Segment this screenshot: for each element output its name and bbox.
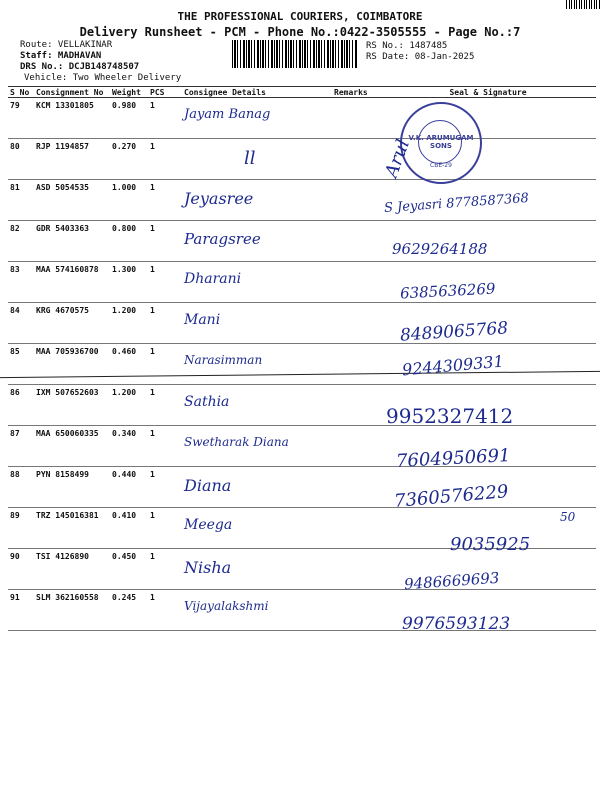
cell-pcs: 1: [148, 303, 182, 344]
company-title: THE PROFESSIONAL COURIERS, COIMBATORE: [177, 10, 423, 23]
cell-remarks: [332, 549, 380, 590]
consignee-handwriting: Dharani: [184, 271, 242, 287]
consignee-handwriting: Nisha: [184, 558, 232, 577]
cell-sno: 90: [8, 549, 34, 590]
cell-consignee: [182, 426, 332, 467]
consignee-handwriting: Vijayalakshmi: [184, 599, 269, 613]
staff-label: Staff: MADHAVAN: [20, 51, 102, 61]
cell-consignee: [182, 590, 332, 631]
runsheet-barcode: [232, 40, 357, 68]
cell-consignee: [182, 385, 332, 426]
cell-consignment: TSI 4126890: [34, 549, 110, 590]
cell-remarks: [332, 467, 380, 508]
cell-consignee: [182, 139, 332, 180]
cell-consignment: RJP 1194857: [34, 139, 110, 180]
cell-remarks: [332, 262, 380, 303]
cell-weight: 0.800: [110, 221, 148, 262]
cell-consignee: [182, 467, 332, 508]
consignee-handwriting: Narasimman: [184, 353, 263, 367]
consignee-handwriting: Meega: [184, 517, 233, 533]
col-remarks: Remarks: [332, 87, 380, 98]
runsheet-title: Delivery Runsheet - PCM - Phone No.:0422-3505555 - Page No.:7: [79, 25, 521, 39]
cell-weight: 0.460: [110, 344, 148, 385]
col-pcs: PCS: [148, 87, 182, 98]
cell-remarks: [332, 180, 380, 221]
cell-weight: 1.000: [110, 180, 148, 221]
signature-81: S Jeyasri 8778587368: [383, 190, 530, 217]
cell-weight: 0.340: [110, 426, 148, 467]
cell-consignee: [182, 180, 332, 221]
cell-consignee: [182, 549, 332, 590]
cell-consignment: KCM 13301805: [34, 98, 110, 139]
consignee-handwriting: Jeyasree: [184, 189, 254, 208]
consignee-handwriting: Swetharak Diana: [184, 435, 289, 449]
cell-remarks: [332, 385, 380, 426]
table-row: [8, 344, 596, 385]
cell-sno: 79: [8, 98, 34, 139]
cell-consignment: MAA 705936700: [34, 344, 110, 385]
table-row: [8, 139, 596, 180]
cell-pcs: 1: [148, 344, 182, 385]
corner-barcode: [566, 0, 600, 9]
stamp-text: V.K. ARUMUGAM SONS: [408, 134, 474, 150]
cell-consignee: [182, 303, 332, 344]
signature-86: 9952327412: [386, 404, 514, 428]
cell-pcs: 1: [148, 98, 182, 139]
signature-79: Arul: [380, 136, 415, 181]
cell-consignment: GDR 5403363: [34, 221, 110, 262]
cell-pcs: 1: [148, 467, 182, 508]
cell-pcs: 1: [148, 221, 182, 262]
stamp-code: CBE-29: [430, 162, 452, 169]
cell-pcs: 1: [148, 426, 182, 467]
consignee-handwriting: Jayam Banag: [184, 107, 271, 122]
cell-pcs: 1: [148, 385, 182, 426]
cell-pcs: 1: [148, 508, 182, 549]
signature-90: 9035925: [450, 534, 531, 555]
consignee-handwriting: Mani: [184, 312, 221, 328]
route-label: Route: VELLAKINAR: [20, 40, 113, 50]
cell-weight: 1.200: [110, 385, 148, 426]
signature-91a: 9486669693: [403, 568, 500, 594]
col-sno: S No: [8, 87, 34, 98]
consignee-handwriting: Paragsree: [184, 230, 261, 248]
table-row: [8, 262, 596, 303]
rs-number: RS No.: 1487485: [366, 41, 448, 51]
cell-sno: 81: [8, 180, 34, 221]
cell-consignee: [182, 508, 332, 549]
cell-remarks: [332, 426, 380, 467]
cell-consignee: [182, 262, 332, 303]
consignee-handwriting: ll: [244, 148, 256, 169]
signature-89: 50: [560, 510, 576, 524]
signature-82: 9629264188: [392, 240, 488, 258]
cell-remarks: [332, 98, 380, 139]
cell-remarks: [332, 221, 380, 262]
cell-pcs: 1: [148, 590, 182, 631]
cell-consignment: PYN 8158499: [34, 467, 110, 508]
cell-weight: 1.200: [110, 303, 148, 344]
cell-weight: 1.300: [110, 262, 148, 303]
cell-sno: 80: [8, 139, 34, 180]
cell-weight: 0.440: [110, 467, 148, 508]
signature-88: 7360576229: [393, 481, 510, 512]
cell-pcs: 1: [148, 262, 182, 303]
cell-sno: 88: [8, 467, 34, 508]
cell-consignment: KRG 4670575: [34, 303, 110, 344]
vehicle-label: Vehicle: Two Wheeler Delivery: [24, 73, 182, 83]
cell-consignment: MAA 574160878: [34, 262, 110, 303]
cell-consignment: IXM 507652603: [34, 385, 110, 426]
signature-83: 6385636269: [399, 279, 496, 303]
cell-remarks: [332, 139, 380, 180]
cell-consignment: SLM 362160558: [34, 590, 110, 631]
cell-sno: 87: [8, 426, 34, 467]
cell-remarks: [332, 344, 380, 385]
cell-sno: 86: [8, 385, 34, 426]
cell-remarks: [332, 303, 380, 344]
signature-87: 7604950691: [395, 445, 512, 472]
cell-consignment: TRZ 145016381: [34, 508, 110, 549]
signature-91b: 9976593123: [402, 614, 511, 634]
cell-sno: 82: [8, 221, 34, 262]
cell-weight: 0.270: [110, 139, 148, 180]
cell-pcs: 1: [148, 139, 182, 180]
table-header: [8, 87, 596, 98]
cell-sno: 83: [8, 262, 34, 303]
cell-remarks: [332, 590, 380, 631]
col-weight: Weight: [110, 87, 148, 98]
signature-84: 8489065768: [399, 318, 509, 346]
cell-pcs: 1: [148, 549, 182, 590]
cell-remarks: [332, 508, 380, 549]
cell-consignee: [182, 221, 332, 262]
signature-85: 9244309331: [401, 351, 505, 380]
cell-consignee: [182, 344, 332, 385]
col-seal: Seal & Signature: [380, 87, 596, 98]
cell-weight: 0.450: [110, 549, 148, 590]
cell-consignment: ASD 5054535: [34, 180, 110, 221]
cell-weight: 0.980: [110, 98, 148, 139]
consignee-handwriting: Diana: [184, 476, 232, 495]
drs-label: DRS No.: DCJB148748507: [20, 62, 140, 72]
table-row: [8, 98, 596, 139]
cell-pcs: 1: [148, 180, 182, 221]
rs-date: RS Date: 08-Jan-2025: [366, 52, 475, 62]
cell-consignee: [182, 98, 332, 139]
cell-sno: 91: [8, 590, 34, 631]
consignee-handwriting: Sathia: [184, 394, 230, 410]
cell-sno: 89: [8, 508, 34, 549]
cell-sno: 84: [8, 303, 34, 344]
cell-weight: 0.410: [110, 508, 148, 549]
cell-sno: 85: [8, 344, 34, 385]
cell-weight: 0.245: [110, 590, 148, 631]
table-row: [8, 221, 596, 262]
col-consignment: Consignment No: [34, 87, 110, 98]
col-consignee: Consignee Details: [182, 87, 332, 98]
cell-consignment: MAA 650060335: [34, 426, 110, 467]
